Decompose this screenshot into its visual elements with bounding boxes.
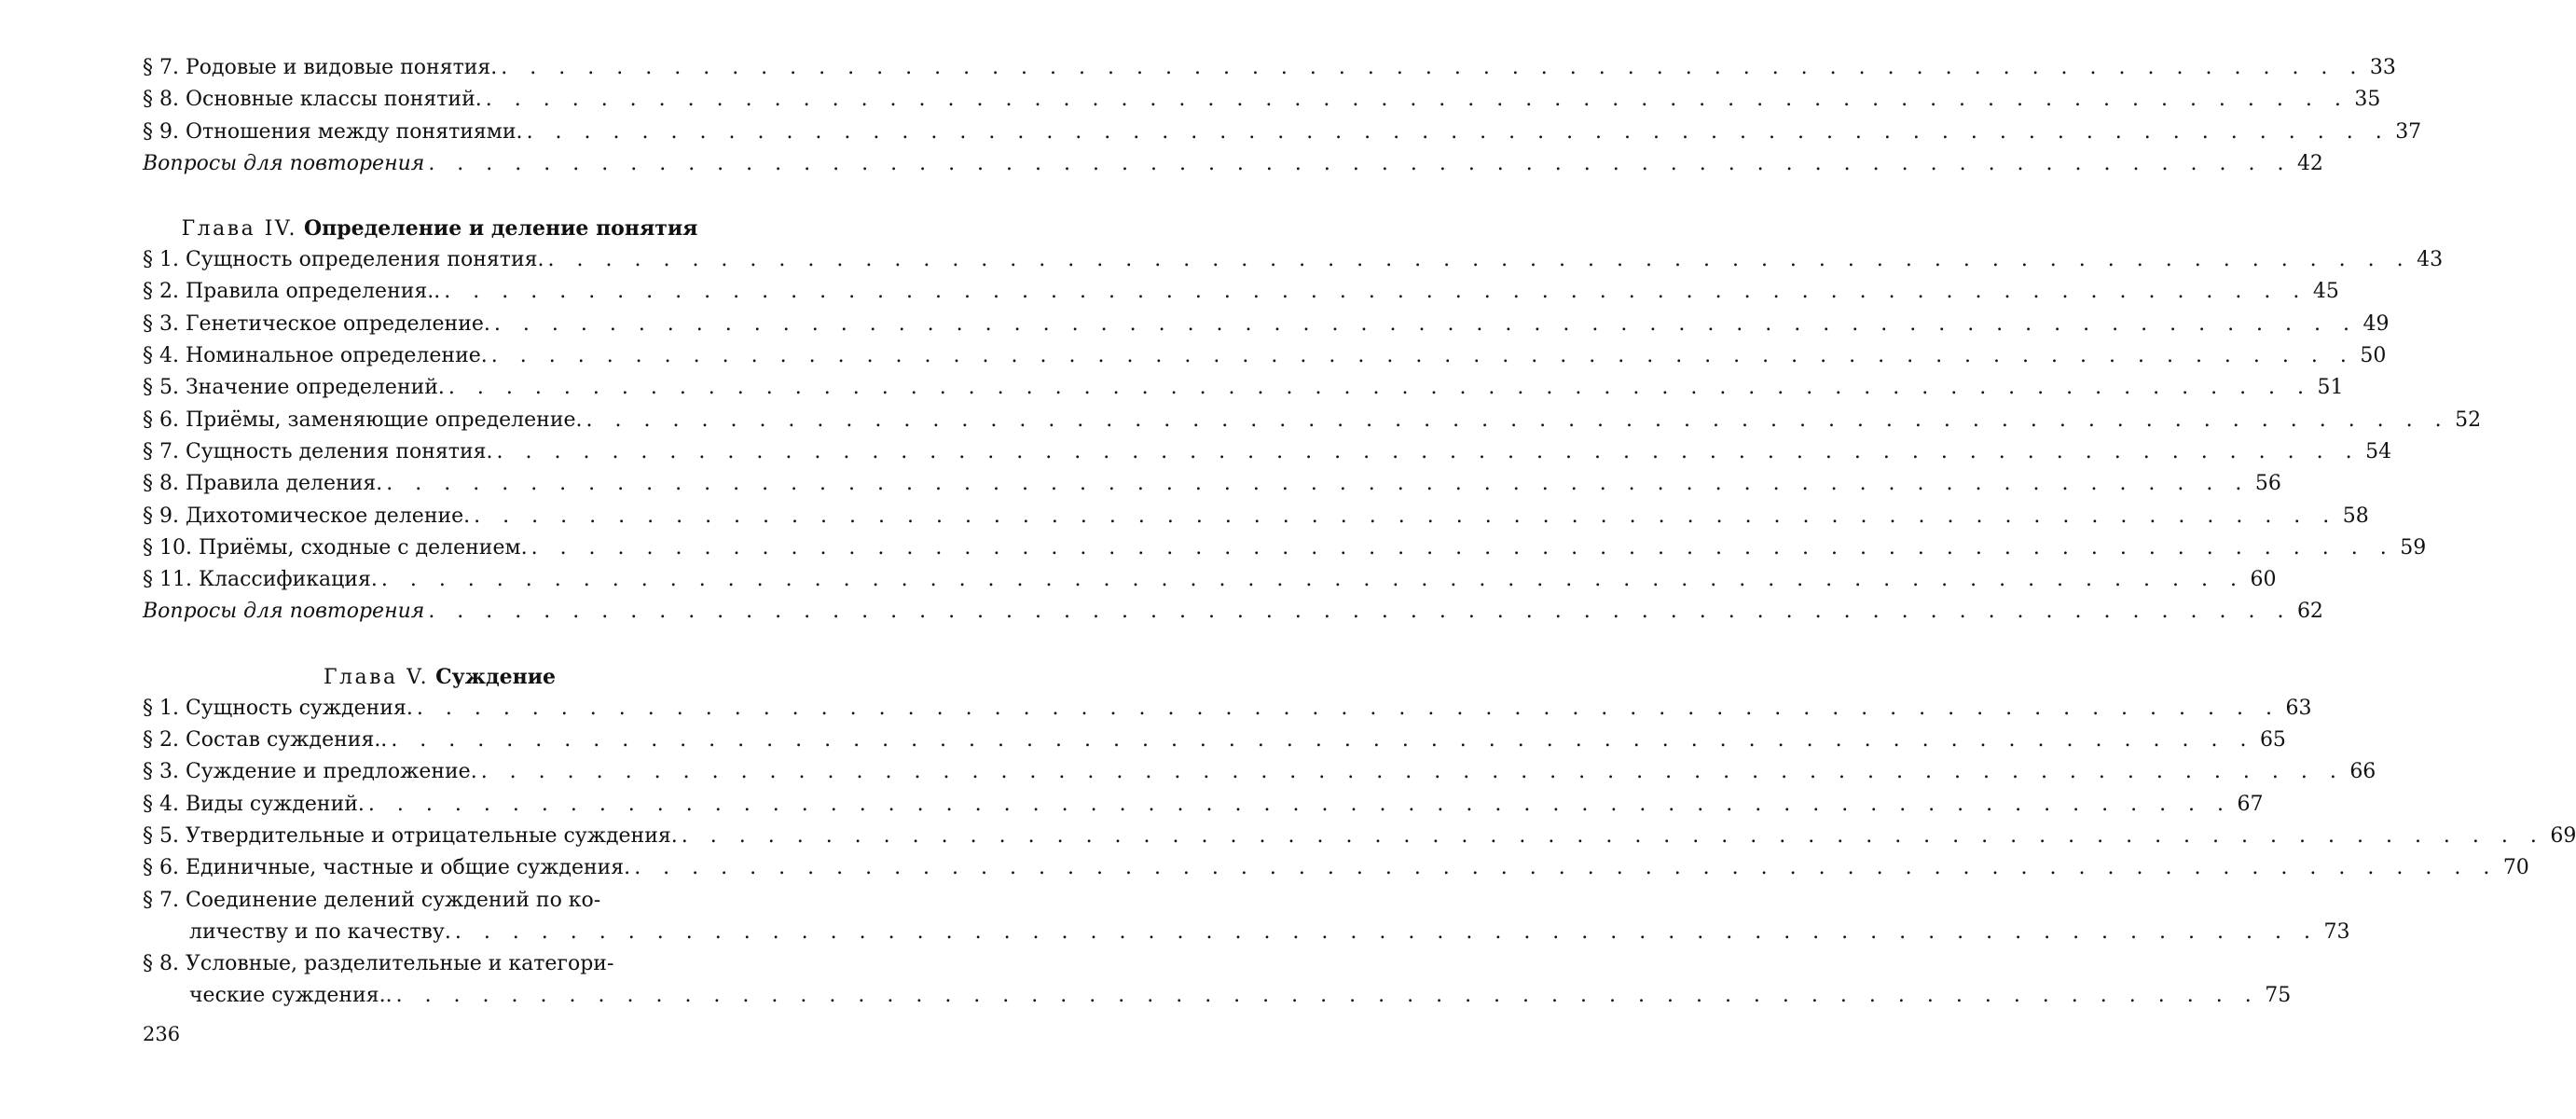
chapter-title: Определение и деление понятия [303,216,698,242]
toc-entry [143,117,2422,148]
toc-entry [143,564,2277,596]
toc-entry-first-line: § 7. Соединение делений суждений по ко- [143,888,601,912]
toc-entry-page: 42 [2296,151,2323,175]
chapter-heading [143,213,737,244]
toc-entry-page: 33 [2369,56,2396,79]
toc-entry [143,468,2281,500]
toc-entry [143,405,2482,436]
toc-entry-title: ческие суждения.. [189,984,393,1008]
dot-leader: . . . . . . . . . . . . . . . . . . . . . . . . . . . . . . . . . . . . . . . . . . . . . . . . . . . . . . . . . . . . . . . . . [367,792,2232,816]
toc-entry [143,84,2381,116]
toc-entry-page: 50 [2360,344,2387,368]
toc-entry [143,980,2292,1012]
toc-entry-review [143,148,2323,180]
table-of-contents [143,52,2576,1013]
dot-leader: . . . . . . . . . . . . . . . . . . . . . . . . . . . . . . . . . . . . . . . . . . . . . . . . . . . . . . . . . . . . . . . . . [395,984,2260,1008]
toc-entry [143,917,2350,948]
toc-entry-title: § 7. Сущность деления понятия. [143,439,493,463]
dot-leader: . . . . . . . . . . . . . . . . . . . . . . . . . . . . . . . . . . . . . . . . . . . . . . . . . . . . . . . . . . . . . . . . . [480,760,2345,784]
toc-entry-title: § 3. Генетическое определение. [143,311,490,336]
toc-entry-page: 66 [2349,760,2376,784]
page-number: 236 [143,1023,181,1045]
dot-leader: . . . . . . . . . . . . . . . . . . . . . . . . . . . . . . . . . . . . . . . . . . . . . . . . . . . . . . . . . . . . . . . . . [444,280,2307,304]
toc-entry-title: § 8. Основные классы понятий. [143,88,482,112]
toc-entry-title: § 5. Утвердительные и отрицательные суждения. [143,823,678,848]
dot-leader: . . . . . . . . . . . . . . . . . . . . . . . . . . . . . . . . . . . . . . . . . . . . . . . . . . . . . . . . . . . . . . . . . [496,439,2361,463]
toc-entry [143,725,2286,756]
dot-leader: . . . . . . . . . . . . . . . . . . . . . . . . . . . . . . . . . . . . . . . . . . . . . . . . . . . . . . . . . . . . . . . . . [530,535,2395,560]
toc-entry-title: Вопросы для повторения [143,600,425,624]
toc-entry-title: § 1. Сущность суждения. [143,696,413,720]
toc-entry-page: 54 [2365,439,2392,463]
toc-entry [143,756,2376,788]
chapter-heading [143,661,737,693]
dot-leader: . . . . . . . . . . . . . . . . . . . . . . . . . . . . . . . . . . . . . . . . . . . . . . . . . . . . . . . . . . . . . . . . . [428,600,2292,624]
dot-leader: . . . . . . . . . . . . . . . . . . . . . . . . . . . . . . . . . . . . . . . . . . . . . . . . . . . . . . . . . . . . . . . . . [490,344,2355,368]
dot-leader: . . . . . . . . . . . . . . . . . . . . . . . . . . . . . . . . . . . . . . . . . . . . . . . . . . . . . . . . . . . . . . . . . [585,408,2450,432]
toc-entry [143,244,2444,276]
dot-leader: . . . . . . . . . . . . . . . . . . . . . . . . . . . . . . . . . . . . . . . . . . . . . . . . . . . . . . . . . . . . . . . . . [416,696,2280,720]
dot-leader: . . . . . . . . . . . . . . . . . . . . . . . . . . . . . . . . . . . . . . . . . . . . . . . . . . . . . . . . . . . . . . . . . [547,248,2412,272]
toc-entry-title: § 3. Суждение и предложение. [143,760,477,784]
toc-entry [143,52,2396,84]
dot-leader: . . . . . . . . . . . . . . . . . . . . . . . . . . . . . . . . . . . . . . . . . . . . . . . . . . . . . . . . . . . . . . . . . [493,311,2358,336]
toc-entry-page: 73 [2323,919,2350,944]
toc-entry-page: 37 [2395,119,2422,144]
toc-entry [143,309,2390,340]
toc-entry [143,789,2264,821]
toc-entry-page: 75 [2265,984,2292,1008]
toc-entry-page: 49 [2362,311,2390,336]
toc-entry-review [143,596,2323,628]
dot-leader: . . . . . . . . . . . . . . . . . . . . . . . . . . . . . . . . . . . . . . . . . . . . . . . . . . . . . . . . . . . . . . . . . [634,856,2498,880]
toc-entry-title: § 4. Виды суждений. [143,792,365,816]
toc-entry [143,693,2312,725]
toc-entry-title: Вопросы для повторения [143,151,425,175]
toc-entry-title: § 7. Родовые и видовые понятия. [143,56,498,79]
dot-leader: . . . . . . . . . . . . . . . . . . . . . . . . . . . . . . . . . . . . . . . . . . . . . . . . . . . . . . . . . . . . . . . . . [428,151,2292,175]
toc-entry [143,821,2576,852]
toc-entry [143,852,2529,884]
toc-entry-title: § 5. Значение определений. [143,376,445,400]
toc-entry-title: § 9. Дихотомическое деление. [143,504,471,528]
toc-entry-title: § 10. Приёмы, сходные с делением. [143,535,528,560]
toc-entry-page: 70 [2502,856,2529,880]
toc-entry-title: § 6. Единичные, частные и общие суждения. [143,856,631,880]
dot-leader: . . . . . . . . . . . . . . . . . . . . . . . . . . . . . . . . . . . . . . . . . . . . . . . . . . . . . . . . . . . . . . . . . [380,568,2245,592]
toc-entry-title: § 11. Классификация. [143,568,378,592]
toc-entry [143,501,2369,532]
toc-entry-page: 45 [2312,280,2339,304]
toc-entry-title: § 4. Номинальное определение. [143,344,488,368]
toc-entry-title: § 1. Сущность определения понятия. [143,248,544,272]
toc-entry-page: 65 [2259,728,2286,753]
toc-entry [143,276,2339,308]
toc-entry-title: § 2. Состав суждения.. [143,728,388,753]
dot-leader: . . . . . . . . . . . . . . . . . . . . . . . . . . . . . . . . . . . . . . . . . . . . . . . . . . . . . . . . . . . . . . . . . [501,56,2364,79]
toc-entry-page: 60 [2250,568,2277,592]
toc-entry-page: 43 [2417,248,2444,272]
toc-entry [143,436,2392,468]
chapter-label: Глава V. [323,665,430,689]
toc-entry-title: § 9. Отношения между понятиями. [143,119,523,144]
toc-entry-page: 67 [2237,792,2264,816]
chapter-title: Суждение [435,664,557,689]
toc-entry-page: 62 [2296,600,2323,624]
toc-entry-page: 58 [2342,504,2369,528]
toc-entry [143,340,2387,372]
toc-entry-page: 69 [2550,823,2576,848]
dot-leader: . . . . . . . . . . . . . . . . . . . . . . . . . . . . . . . . . . . . . . . . . . . . . . . . . . . . . . . . . . . . . . . . . [485,88,2349,112]
toc-entry-title: личеству и по качеству. [189,919,451,944]
toc-entry-first-line: § 8. Условные, разделительные и категори- [143,952,614,976]
toc-entry-page: 35 [2354,88,2381,112]
toc-entry-title: § 6. Приёмы, заменяющие определение. [143,408,583,432]
dot-leader: . . . . . . . . . . . . . . . . . . . . . . . . . . . . . . . . . . . . . . . . . . . . . . . . . . . . . . . . . . . . . . . . . [448,376,2312,400]
toc-entry [143,532,2427,564]
toc-entry-page: 51 [2317,376,2344,400]
toc-entry-page: 59 [2400,535,2427,560]
toc-entry-page: 63 [2285,696,2312,720]
dot-leader: . . . . . . . . . . . . . . . . . . . . . . . . . . . . . . . . . . . . . . . . . . . . . . . . . . . . . . . . . . . . . . . . . [391,728,2254,753]
toc-entry-title: § 2. Правила определения.. [143,280,441,304]
dot-leader: . . . . . . . . . . . . . . . . . . . . . . . . . . . . . . . . . . . . . . . . . . . . . . . . . . . . . . . . . . . . . . . . . [386,472,2250,496]
toc-entry-page: 52 [2455,408,2482,432]
dot-leader: . . . . . . . . . . . . . . . . . . . . . . . . . . . . . . . . . . . . . . . . . . . . . . . . . . . . . . . . . . . . . . . . . [474,504,2337,528]
dot-leader: . . . . . . . . . . . . . . . . . . . . . . . . . . . . . . . . . . . . . . . . . . . . . . . . . . . . . . . . . . . . . . . . . [681,823,2545,848]
toc-entry [143,372,2344,404]
toc-entry-title: § 8. Правила деления. [143,472,383,496]
dot-leader: . . . . . . . . . . . . . . . . . . . . . . . . . . . . . . . . . . . . . . . . . . . . . . . . . . . . . . . . . . . . . . . . . [526,119,2390,144]
toc-entry-page: 56 [2254,472,2281,496]
chapter-label: Глава IV. [181,217,297,242]
dot-leader: . . . . . . . . . . . . . . . . . . . . . . . . . . . . . . . . . . . . . . . . . . . . . . . . . . . . . . . . . . . . . . . . . [454,919,2319,944]
